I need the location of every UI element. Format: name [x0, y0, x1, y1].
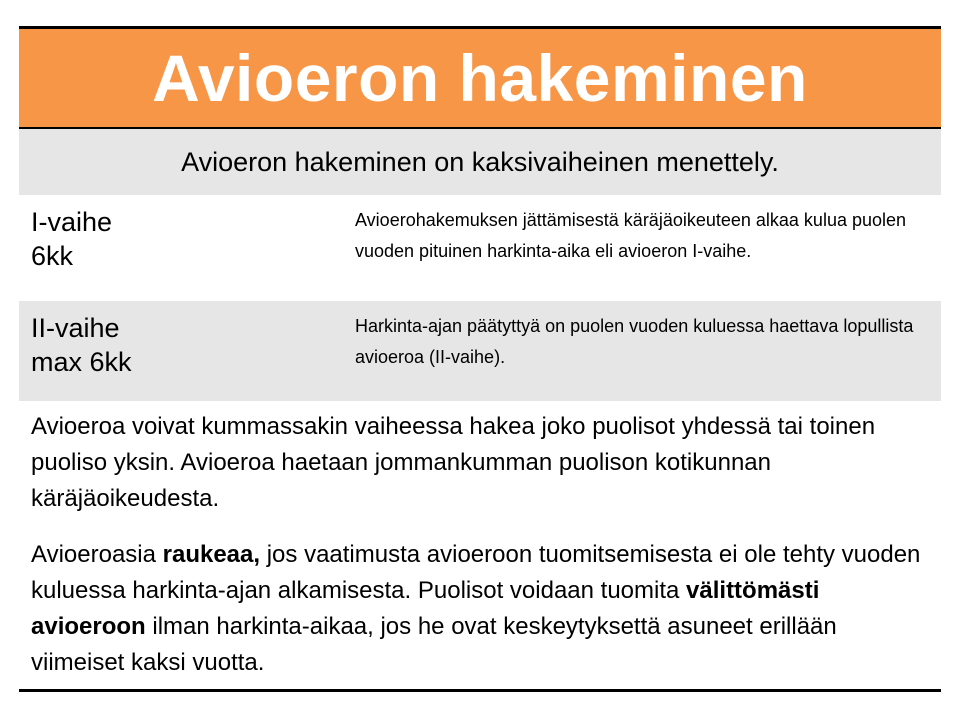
phase-label — [31, 311, 132, 379]
phase-row-1 — [19, 195, 941, 301]
subtitle-band — [19, 129, 941, 195]
phase-description: Harkinta-ajan päätyttyä on puolen vuoden kuluessa haettava lopullista avioeroa (II-vaihe). — [355, 316, 914, 367]
paragraph-text: jos vaatimusta avioeroon tuomitsemisesta ei ole tehty vuoden kuluessa harkinta-ajan alkamisesta. Puolisot voidaan tuomita — [31, 541, 921, 604]
emphasis-immediate-divorce: välittömästi avioeroon — [31, 577, 820, 640]
paragraph-expiry-rules — [31, 537, 936, 681]
page-title: Avioeron hakeminen — [152, 41, 808, 115]
phase-duration: 6kk — [31, 241, 74, 271]
phase-label — [31, 205, 112, 273]
phase-name: II-vaihe — [31, 313, 120, 343]
paragraph-who-can-apply: Avioeroa voivat kummassakin vaiheessa hakea joko puolisot yhdessä tai toinen puoliso yksin. Avioeroa haetaan jommankumman puolison kotikunnan käräjäoikeudesta. — [31, 413, 876, 512]
phase-description: Avioerohakemuksen jättämisestä käräjäoikeuteen alkaa kulua puolen vuoden pituinen harkinta-aika eli avioeron I-vaihe. — [355, 210, 907, 261]
title-banner — [19, 29, 941, 129]
paragraph-text: ilman harkinta-aikaa, jos he ovat keskeytyksettä asuneet erillään viimeiset kaksi vuotta. — [31, 613, 837, 676]
divorce-info-table — [19, 26, 941, 692]
emphasis-raukeaa: raukeaa, — [162, 541, 261, 568]
phase-row-2 — [19, 301, 941, 401]
phase-duration: max 6kk — [31, 347, 132, 377]
phase-name: I-vaihe — [31, 207, 113, 237]
paragraph-text: Avioeroasia — [31, 541, 163, 568]
subtitle: Avioeron hakeminen on kaksivaiheinen menettely. — [181, 146, 779, 177]
